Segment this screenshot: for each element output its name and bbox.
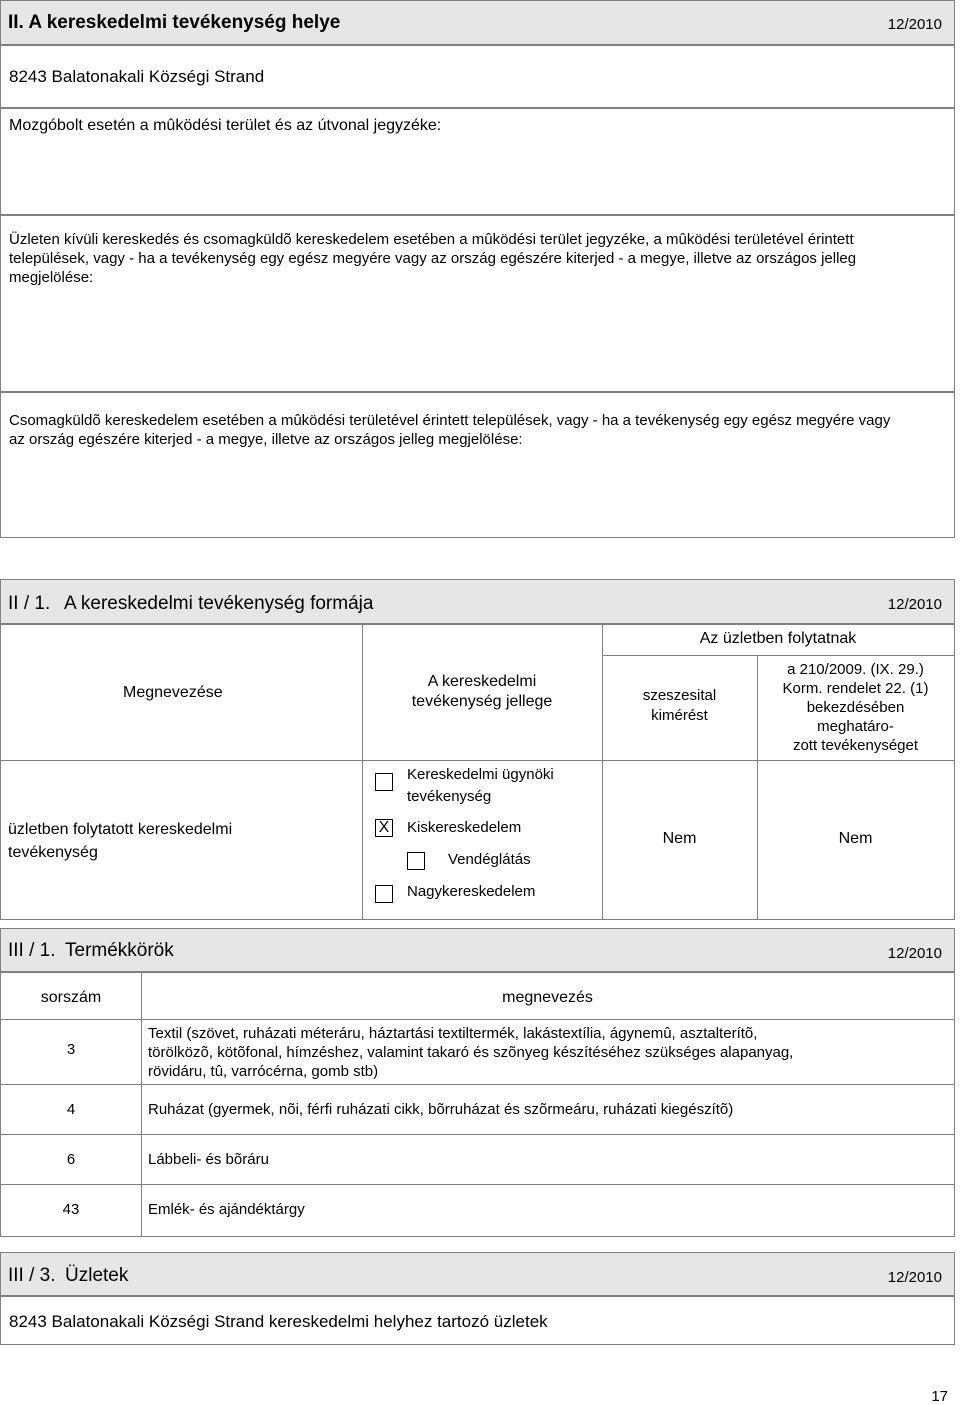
- section-number: II / 1.: [8, 593, 51, 614]
- divider: [1, 1019, 954, 1020]
- section-header: [0, 0, 955, 45]
- outside-trade-label: Üzleten kívüli kereskedés és csomagküldõ kereskedelem esetében a mûködési terület jegyzéke, a mûködési területével érintett települések, vagy - ha a tevékenység egy egész megyére vagy az ország egészére kiterjed - a megye, illetve az országos jelleg megjelölése:: [9, 231, 857, 286]
- mail-order-label: Csomagküldõ kereskedelem esetében a mûködési területével érintett települések, vagy - ha a tevékenység egy egész megyére vagy az ország egészére kiterjed - a megye, illetve az országos jelleg megjelölése:: [9, 412, 891, 448]
- wholesale-label: Nagykereskedelem: [407, 883, 536, 900]
- col-name-header: megnevezés: [502, 989, 593, 1006]
- section-title: II. A kereskedelmi tevékenység helye: [8, 12, 341, 33]
- section-date: 12/2010: [887, 945, 942, 962]
- col-nature-line: tevékenység jellege: [411, 693, 553, 710]
- section-title: Üzletek: [65, 1265, 129, 1286]
- section-number: III / 3.: [8, 1265, 56, 1286]
- product-num: 43: [62, 1201, 80, 1218]
- col-decree-line: a 210/2009. (IX. 29.): [787, 661, 924, 678]
- col-nature-line: A kereskedelmi: [427, 673, 537, 690]
- mobile-shop-label: Mozgóbolt esetén a mûködési terület és az útvonal jegyzéke:: [9, 117, 442, 134]
- product-name: Lábbeli- és bõráru: [148, 1151, 269, 1168]
- shops-box: [0, 1296, 955, 1345]
- divider: [1, 1134, 954, 1135]
- col-spirit-line: szeszesital: [642, 687, 717, 704]
- product-name-line: törölközõ, kötõfonal, hímzéshez, valamint takaró és szõnyeg készítéséhez szükséges alapanyag,: [148, 1044, 794, 1061]
- product-name-line: Textil (szövet, ruházati méteráru, háztartási textiltermék, lakástextília, ágynemû, asztalterítõ,: [148, 1025, 758, 1042]
- col-decree-line: Korm. rendelet 22. (1): [782, 680, 929, 697]
- divider: [602, 625, 603, 919]
- col-decree-line: zott tevékenységet: [792, 737, 919, 754]
- agent-label-line: tevékenység: [407, 788, 492, 805]
- decree-value: Nem: [838, 830, 873, 847]
- row-activity-name: [8, 818, 232, 864]
- section-header: [0, 579, 955, 624]
- agent-checkbox[interactable]: [375, 773, 393, 791]
- col-nature-header: [362, 672, 602, 712]
- catering-checkbox[interactable]: [407, 852, 425, 870]
- product-name-line: rövidáru, tû, varrócérna, gomb stb): [148, 1063, 379, 1080]
- col-spirit-header: [602, 686, 757, 726]
- mobile-shop-box: [0, 108, 955, 215]
- divider: [1, 760, 954, 761]
- page-number: 17: [931, 1388, 948, 1405]
- section-title: Termékkörök: [65, 940, 174, 961]
- product-name: Ruházat (gyermek, nõi, férfi ruházati cikk, bõrruházat és szõrmeáru, ruházati kiegészítõ): [148, 1101, 734, 1118]
- divider: [362, 625, 363, 919]
- divider: [1, 1184, 954, 1185]
- section-header: [0, 928, 955, 972]
- address-text: 8243 Balatonakali Községi Strand: [9, 67, 265, 86]
- section-title: A kereskedelmi tevékenység formája: [64, 593, 374, 614]
- product-name: [148, 1024, 793, 1081]
- col-decree-header: [757, 660, 954, 755]
- shops-text: 8243 Balatonakali Községi Strand kereskedelmi helyhez tartozó üzletek: [9, 1312, 548, 1331]
- product-num: 4: [66, 1101, 76, 1118]
- agent-label-line: Kereskedelmi ügynöki: [407, 766, 554, 783]
- product-num: 6: [66, 1151, 76, 1168]
- catering-label: Vendéglátás: [448, 851, 531, 868]
- outside-trade-box: [0, 215, 955, 392]
- section-header: [0, 1252, 955, 1296]
- activity-form-table: [0, 624, 955, 920]
- section-number: III / 1.: [8, 940, 56, 961]
- row-name-line: tevékenység: [8, 844, 98, 861]
- check-mark: X: [378, 819, 390, 836]
- retail-label: Kiskereskedelem: [407, 819, 522, 836]
- retail-checkbox[interactable]: [375, 819, 393, 837]
- col-decree-line: bekezdésében: [806, 699, 905, 716]
- section-date: 12/2010: [887, 1269, 942, 1286]
- wholesale-checkbox[interactable]: [375, 885, 393, 903]
- col-spirit-line: kimérést: [651, 707, 708, 724]
- divider: [1, 1084, 954, 1085]
- product-table: [0, 972, 955, 1237]
- divider: [602, 655, 954, 656]
- section-date: 12/2010: [887, 596, 942, 613]
- divider: [141, 973, 142, 1236]
- row-name-line: üzletben folytatott kereskedelmi: [8, 821, 233, 838]
- product-name: Emlék- és ajándéktárgy: [148, 1201, 305, 1218]
- agent-label: [407, 764, 554, 808]
- product-num: 3: [66, 1041, 76, 1058]
- mail-order-box: [0, 392, 955, 538]
- address-box: [0, 45, 955, 108]
- col-num-header: sorszám: [40, 989, 102, 1006]
- spirit-value: Nem: [662, 830, 697, 847]
- section-date: 12/2010: [887, 16, 942, 33]
- col-decree-line: meghatáro-: [817, 718, 894, 735]
- col-group-header: Az üzletben folytatnak: [699, 630, 857, 647]
- col-name-header: Megnevezése: [123, 684, 223, 701]
